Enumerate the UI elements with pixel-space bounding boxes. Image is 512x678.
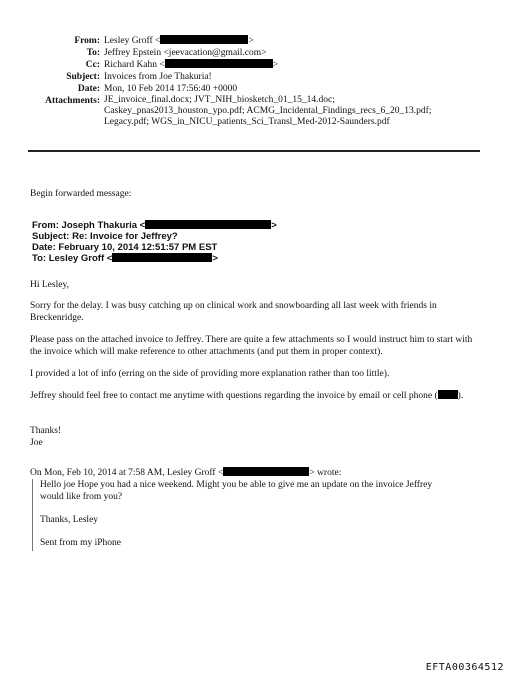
redaction-block xyxy=(165,59,273,68)
date-value: Mon, 10 Feb 2014 17:56:40 +0000 xyxy=(104,84,238,94)
from-row xyxy=(0,35,512,47)
redaction-block xyxy=(438,390,458,399)
body-paragraph: I provided a lot of info (erring on the side of providing more explanation rather than too little). xyxy=(30,369,390,379)
from-close: > xyxy=(248,36,254,46)
forwarded-date: Date: February 10, 2014 12:51:57 PM EST xyxy=(32,242,218,253)
body-paragraph: Please pass on the attached invoice to Jeffrey. There are quite a few attachments so I would instruct him to start with the invoice which will make reference to other attachments (and put them in proper context). xyxy=(30,335,473,357)
redaction-block xyxy=(160,35,248,44)
attachment-line[interactable]: JE_invoice_final.docx; JVT_NIH_biosketch_01_15_14.doc; xyxy=(104,95,335,105)
greeting: Hi Lesley, xyxy=(30,280,69,290)
quoted-thanks: Thanks, Lesley xyxy=(40,515,99,525)
redaction-block xyxy=(112,253,212,262)
forwarded-label: Begin forwarded message: xyxy=(30,189,132,199)
cc-label: Cc: xyxy=(85,60,100,70)
forwarded-to: To: Lesley Groff < > xyxy=(32,253,218,264)
cc-value: Richard Kahn < xyxy=(104,60,165,70)
forwarded-subject: Subject: Re: Invoice for Jeffrey? xyxy=(32,231,178,242)
quoted-message xyxy=(32,479,493,551)
redaction-block xyxy=(223,467,309,476)
quoted-sent: Sent from my iPhone xyxy=(40,538,122,548)
from-label: From: xyxy=(74,36,100,46)
from-value: Lesley Groff < xyxy=(104,36,161,46)
header-divider xyxy=(28,150,480,152)
quoted-line: Hello joe Hope you had a nice weekend. Might you be able to give me an update on the invoice Jeffrey xyxy=(40,480,433,490)
to-row xyxy=(0,47,512,59)
to-value: Jeffrey Epstein <jeevacation@gmail.com> xyxy=(104,48,267,58)
body-paragraph: Jeffrey should feel free to contact me anytime with questions regarding the invoice by email or cell phone ( ). xyxy=(30,391,464,401)
date-row xyxy=(0,83,512,95)
subject-label: Subject: xyxy=(66,72,100,82)
signature: Joe xyxy=(30,438,43,448)
subject-row xyxy=(0,71,512,83)
email-header xyxy=(0,35,512,131)
cc-row xyxy=(0,59,512,71)
date-label: Date: xyxy=(77,84,100,94)
quoted-line: would like from you? xyxy=(40,492,123,502)
quoted-intro: On Mon, Feb 10, 2014 at 7:58 AM, Lesley Groff < > wrote: xyxy=(30,468,342,478)
cc-close: > xyxy=(272,60,279,70)
redaction-block xyxy=(145,220,271,229)
to-label: To: xyxy=(86,48,100,58)
forwarded-from: From: Joseph Thakuria < > xyxy=(32,220,277,231)
body-paragraph: Sorry for the delay. I was busy catching up on clinical work and snowboarding all last week with friends in Breckenridge. xyxy=(30,301,437,323)
subject-value: Invoices from Joe Thakuria! xyxy=(104,72,212,82)
attachment-line[interactable]: Caskey_pnas2013_houston_ypo.pdf; ACMG_Incidental_Findings_recs_6_20_13.pdf; xyxy=(104,106,432,116)
attachments-row xyxy=(0,95,512,131)
thanks-line: Thanks! xyxy=(30,426,62,436)
document-id: EFTA00364512 xyxy=(425,662,504,673)
attachment-line[interactable]: Legacy.pdf; WGS_in_NICU_patients_Sci_Transl_Med-2012-Saunders.pdf xyxy=(104,117,390,127)
attachments-label: Attachments: xyxy=(45,96,100,106)
